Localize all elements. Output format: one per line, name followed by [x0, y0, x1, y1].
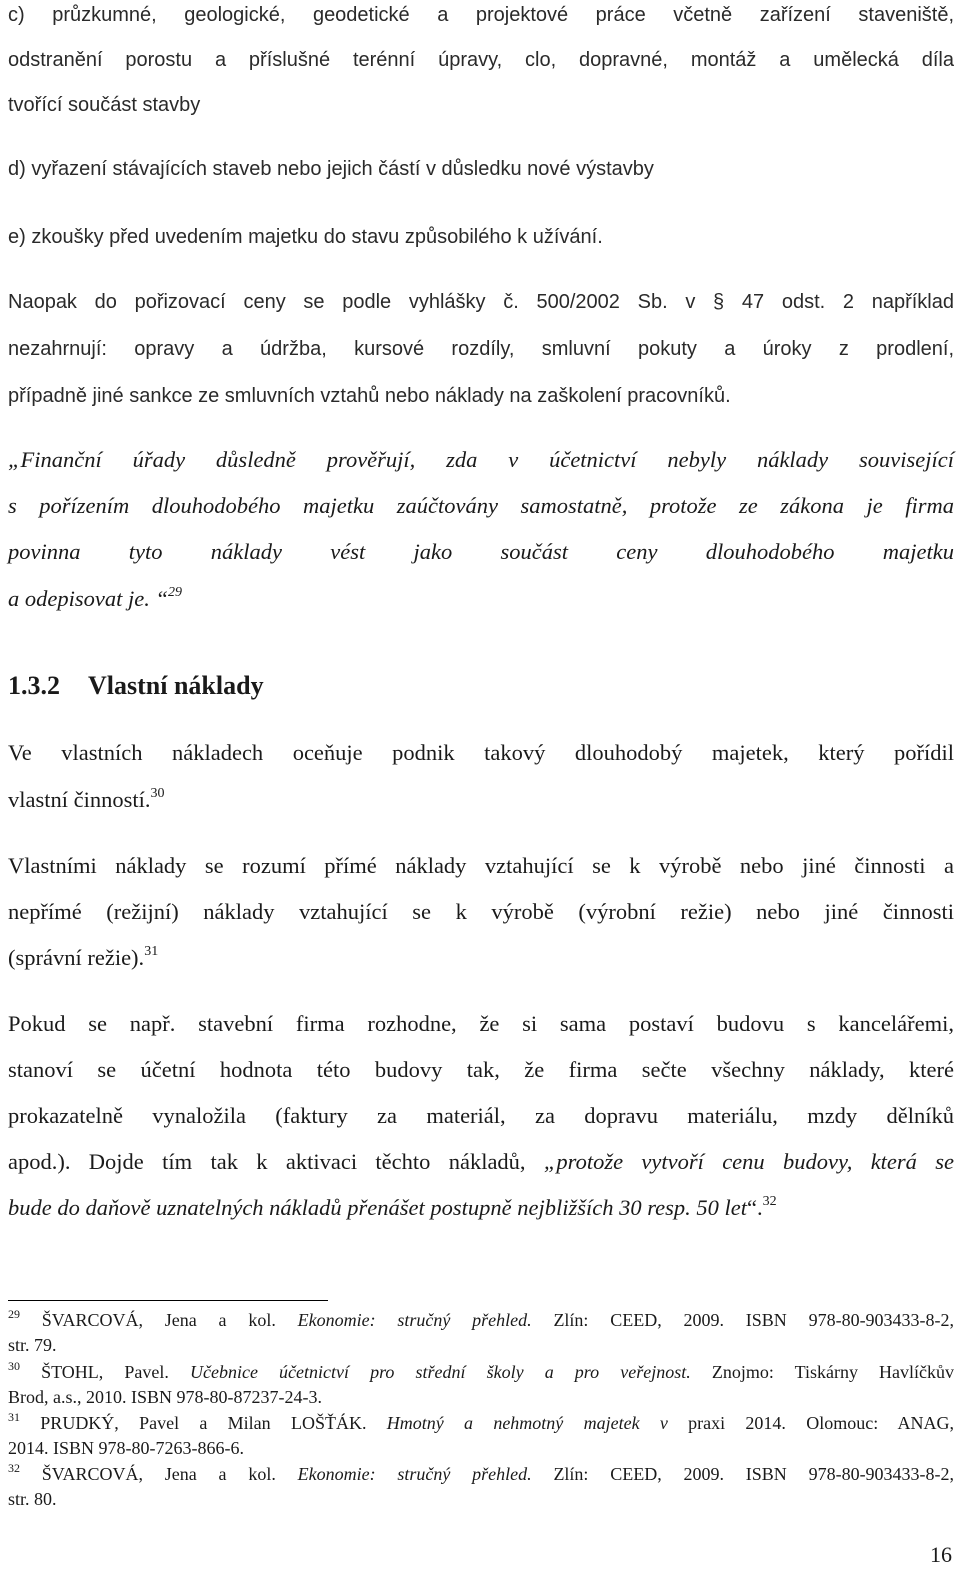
paragraph-4-line-4-italic: „protože vytvoří cenu budovy, která se — [543, 1149, 954, 1174]
quote-line-4-text: a odepisovat je. “ — [8, 586, 168, 611]
paragraph-4-line-5-close: “. — [747, 1195, 763, 1220]
paragraph-1-line-2: nezahrnují: opravy a údržba, kursové rozdíly, smluvní pokuty a úroky z prodlení, — [8, 338, 954, 360]
footnote-32-rest: Zlín: CEED, 2009. ISBN 978-80-903433-8-2, — [553, 1464, 955, 1484]
footnote-30 — [8, 1360, 954, 1410]
paragraph-4-line-1: Pokud se např. stavební firma rozhodne, že si sama postaví budovu s kancelářemi, — [8, 1011, 954, 1036]
list-item-c-line-3: tvořící součást stavby — [8, 94, 201, 116]
page-number: 16 — [930, 1542, 952, 1567]
footnote-30-author: ŠTOHL, Pavel. — [41, 1362, 169, 1382]
paragraph-4-line-5-italic: bude do daňově uznatelných nákladů přenášet postupně nejbližších 30 resp. 50 let — [8, 1195, 748, 1220]
paragraph-1-line-1: Naopak do pořizovací ceny se podle vyhlášky č. 500/2002 Sb. v § 47 odst. 2 například — [8, 291, 954, 313]
footnote-29-rest: Zlín: CEED, 2009. ISBN 978-80-903433-8-2, — [553, 1310, 955, 1330]
footnote-31-author: PRUDKÝ, Pavel a Milan LOŠŤÁK. — [40, 1413, 367, 1433]
paragraph-3-line-2: nepřímé (režijní) náklady vztahující se k výrobě (výrobní režie) nebo jiné činnosti — [8, 899, 954, 924]
paragraph-3-line-1: Vlastními náklady se rozumí přímé náklady vztahující se k výrobě nebo jiné činnosti a — [8, 853, 954, 878]
footnote-31-line-1 — [8, 1411, 954, 1436]
paragraph-1-line-3: případně jiné sankce ze smluvních vztahů nebo náklady na zaškolení pracovníků. — [8, 385, 731, 407]
paragraph-3-line-3-text: (správní režie). — [8, 945, 145, 970]
paragraph-2-line-2 — [8, 785, 954, 815]
footnote-30-rest: Znojmo: Tiskárny Havlíčkův — [711, 1362, 955, 1382]
paragraph-2-line-2-text: vlastní činností. — [8, 787, 151, 812]
footnote-29-title: Ekonomie: stručný přehled. — [297, 1310, 532, 1330]
paragraph-4-line-4-plain: apod.). Dojde tím tak k aktivaci těchto nákladů, — [8, 1149, 544, 1174]
paragraph-4-line-5 — [8, 1193, 954, 1223]
footnote-29-line-2: str. 79. — [8, 1335, 57, 1355]
footnote-29-number: 29 — [8, 1307, 20, 1321]
quote-line-2: s pořízením dlouhodobého majetku zaúčtovány samostatně, protože ze zákona je firma — [8, 493, 954, 518]
footnote-31-line-2: 2014. ISBN 978-80-7263-866-6. — [8, 1438, 244, 1458]
footnote-32-title: Ekonomie: stručný přehled. — [297, 1464, 532, 1484]
footnote-ref-31[interactable]: 31 — [144, 944, 159, 959]
footnote-32 — [8, 1462, 954, 1512]
section-number: 1.3.2 — [8, 671, 60, 700]
quote-line-3: povinna tyto náklady vést jako součást ceny dlouhodobého majetku — [8, 539, 954, 564]
section-heading — [8, 668, 264, 704]
footnote-ref-32[interactable]: 32 — [762, 1194, 777, 1209]
quote-line-1: „Finanční úřady důsledně prověřují, zda v účetnictví nebyly náklady související — [8, 447, 954, 472]
paragraph-4-line-4 — [8, 1147, 954, 1177]
section-title: Vlastní náklady — [88, 671, 264, 700]
footnote-31-rest: praxi 2014. Olomouc: ANAG, — [688, 1413, 954, 1433]
footnote-32-line-1 — [8, 1462, 954, 1487]
footnote-32-author: ŠVARCOVÁ, Jena a kol. — [41, 1464, 276, 1484]
footnote-ref-30[interactable]: 30 — [150, 786, 165, 801]
footnote-30-line-1 — [8, 1360, 954, 1385]
footnote-29-author: ŠVARCOVÁ, Jena a kol. — [41, 1310, 276, 1330]
footnote-ref-29[interactable]: 29 — [167, 585, 182, 600]
footnote-30-number: 30 — [8, 1359, 20, 1373]
footnote-29 — [8, 1308, 954, 1358]
footnote-29-line-1 — [8, 1308, 954, 1333]
paragraph-3-line-3 — [8, 943, 954, 973]
list-item-c-line-1: c) průzkumné, geologické, geodetické a projektové práce včetně zařízení staveniště, — [8, 4, 954, 26]
footnote-32-number: 32 — [8, 1461, 20, 1475]
quote-line-4 — [8, 584, 954, 614]
list-item-d: d) vyřazení stávajících staveb nebo jejich částí v důsledku nové výstavby — [8, 158, 654, 180]
footnote-32-line-2: str. 80. — [8, 1489, 57, 1509]
list-item-e: e) zkoušky před uvedením majetku do stavu způsobilého k užívání. — [8, 226, 603, 248]
footnote-31 — [8, 1411, 954, 1461]
footnote-31-title: Hmotný a nehmotný majetek v — [386, 1413, 668, 1433]
footnote-31-number: 31 — [8, 1410, 20, 1424]
footnote-30-title: Učebnice účetnictví pro střední školy a pro veřejnost. — [189, 1362, 691, 1382]
footnote-30-line-2: Brod, a.s., 2010. ISBN 978-80-87237-24-3. — [8, 1387, 322, 1407]
paragraph-4-line-2: stanoví se účetní hodnota této budovy tak, že firma sečte všechny náklady, které — [8, 1057, 954, 1082]
list-item-c-line-2: odstranění porostu a příslušné terénní úpravy, clo, dopravné, montáž a umělecká díla — [8, 49, 954, 71]
paragraph-4-line-3: prokazatelně vynaložila (faktury za materiál, za dopravu materiálu, mzdy dělníků — [8, 1103, 954, 1128]
footnote-separator — [8, 1300, 328, 1301]
paragraph-2-line-1: Ve vlastních nákladech oceňuje podnik takový dlouhodobý majetek, který pořídil — [8, 740, 954, 765]
